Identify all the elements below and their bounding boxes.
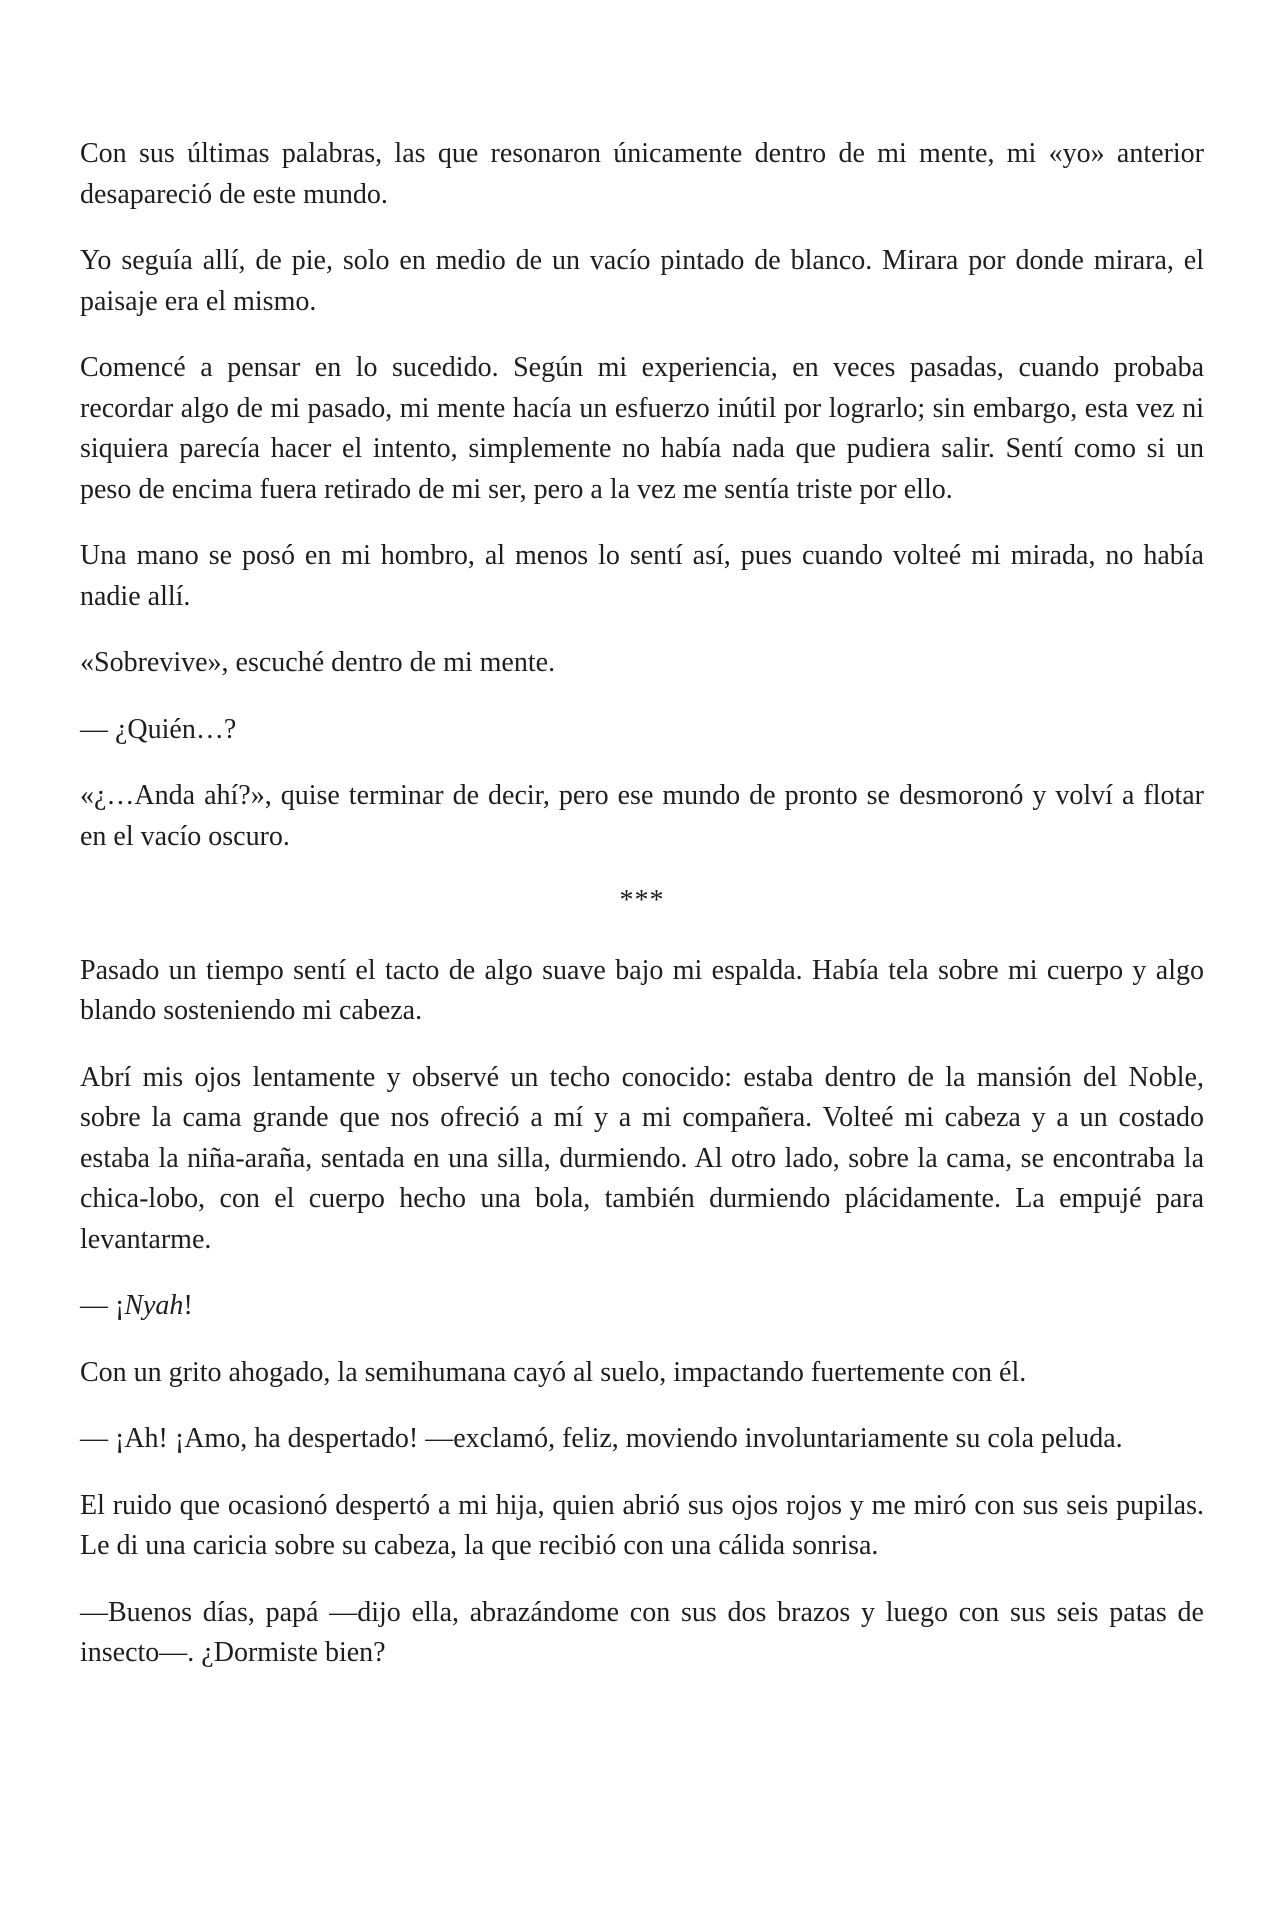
dialogue-line: —Buenos días, papá —dijo ella, abrazándome con sus dos brazos y luego con sus seis patas de insecto—. ¿Dormiste bien? xyxy=(80,1596,1204,1668)
dialogue-line: — ¡Ah! ¡Amo, ha despertado! —exclamó, feliz, moviendo involuntariamente su cola peluda. xyxy=(80,1423,1123,1454)
nyah-prefix: — ¡ xyxy=(80,1290,125,1321)
paragraph: Con sus últimas palabras, las que resonaron únicamente dentro de mi mente, mi «yo» anterior desapareció de este mundo. xyxy=(80,138,1204,210)
paragraph: Comencé a pensar en lo sucedido. Según mi experiencia, en veces pasadas, cuando probaba recordar algo de mi pasado, mi mente hacía un esfuerzo inútil por lograrlo; sin embargo, esta vez ni siquiera parecía hacer el intento, simplemente no había nada que pudiera salir. Sentí como si un peso de encima fuera retirado de mi ser, pero a la vez me sentía triste por ello. xyxy=(80,352,1204,505)
paragraph: Una mano se posó en mi hombro, al menos lo sentí así, pues cuando volteé mi mirada, no había nadie allí. xyxy=(80,540,1204,612)
nyah-suffix: ! xyxy=(183,1290,193,1321)
dialogue-line-nyah xyxy=(80,1286,1204,1327)
paragraph: El ruido que ocasionó despertó a mi hija, quien abrió sus ojos rojos y me miró con sus seis pupilas. Le di una caricia sobre su cabeza, la que recibió con una cálida sonrisa. xyxy=(80,1489,1204,1561)
nyah-italic: Nyah xyxy=(124,1290,184,1321)
scene-break: *** xyxy=(619,885,665,916)
paragraph: «¿…Anda ahí?», quise terminar de decir, pero ese mundo de pronto se desmoronó y volví a flotar en el vacío oscuro. xyxy=(80,780,1204,852)
paragraph: Yo seguía allí, de pie, solo en medio de un vacío pintado de blanco. Mirara por donde mirara, el paisaje era el mismo. xyxy=(80,245,1204,317)
paragraph: Con un grito ahogado, la semihumana cayó al suelo, impactando fuertemente con él. xyxy=(80,1356,1027,1388)
paragraph: Abrí mis ojos lentamente y observé un techo conocido: estaba dentro de la mansión del Noble, sobre la cama grande que nos ofreció a mí y a mi compañera. Volteé mi cabeza y a un costado estaba la niña-araña, sentada en una silla, durmiendo. Al otro lado, sobre la cama, se encontraba la chica-lobo, con el cuerpo hecho una bola, también durmiendo plácidamente. La empujé para levantarme. xyxy=(80,1061,1204,1255)
paragraph: «Sobrevive», escuché dentro de mi mente. xyxy=(80,647,556,678)
dialogue-line: — ¿Quién…? xyxy=(80,713,237,745)
page-body xyxy=(80,134,1204,1700)
paragraph: Pasado un tiempo sentí el tacto de algo suave bajo mi espalda. Había tela sobre mi cuerpo y algo blando sosteniendo mi cabeza. xyxy=(80,954,1204,1026)
